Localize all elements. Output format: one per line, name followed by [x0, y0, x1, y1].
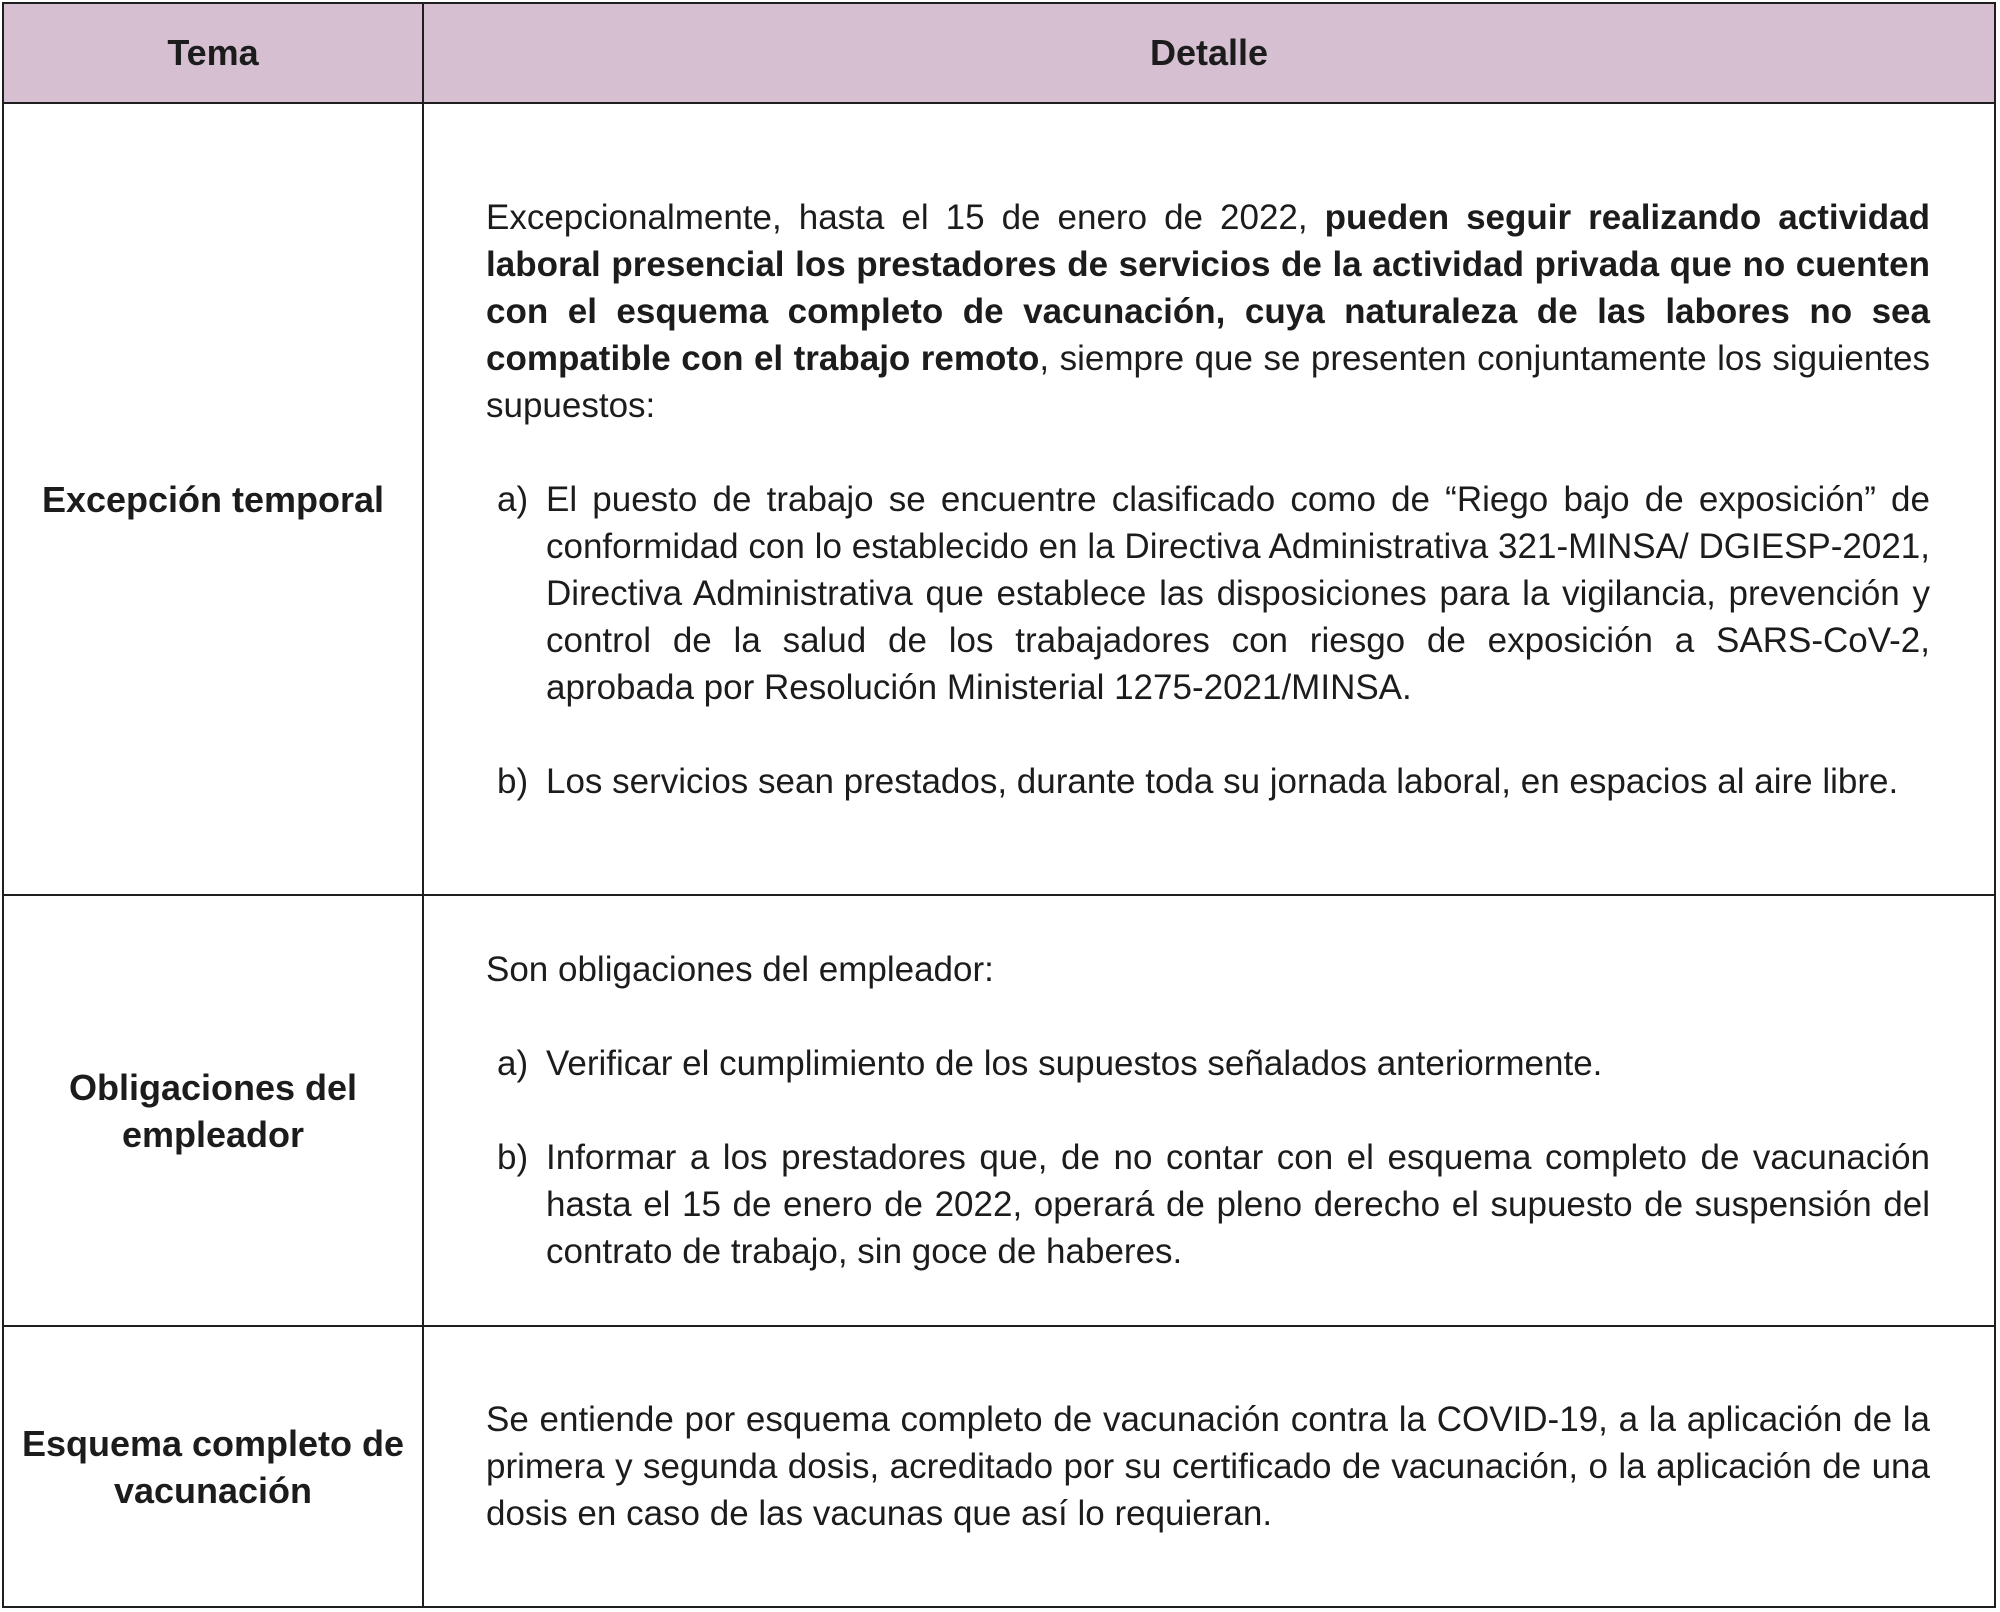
obligaciones-list	[486, 1040, 1930, 1275]
tema-obligaciones-empleador: Obligaciones del empleador	[3, 895, 423, 1326]
list-item-text: Verificar el cumplimiento de los supuestos señalados anteriormente.	[546, 1044, 1603, 1084]
list-item	[486, 1040, 1930, 1087]
list-marker: a)	[497, 1044, 529, 1084]
list-marker: a)	[497, 479, 529, 519]
list-item-text: Los servicios sean prestados, durante toda su jornada laboral, en espacios al aire libre.	[546, 761, 1899, 801]
list-item	[486, 1134, 1930, 1275]
detalle-excepcion-temporal	[423, 103, 1995, 895]
detalle-esquema-completo	[423, 1326, 1995, 1607]
header-detalle: Detalle	[423, 3, 1995, 103]
list-marker: b)	[497, 761, 529, 801]
tema-esquema-completo: Esquema completo de vacunación	[3, 1326, 423, 1607]
intro-paragraph	[486, 194, 1930, 429]
table-header-row	[3, 3, 1995, 103]
list-item	[486, 476, 1930, 711]
table-row	[3, 895, 1995, 1326]
intro-plain: Excepcionalmente, hasta el 15 de enero de 2022,	[486, 197, 1325, 237]
intro-end: , siempre que se presenten conjuntamente los siguientes supuestos:	[486, 338, 1930, 425]
supuestos-list	[486, 476, 1930, 805]
intro-bold: pueden seguir realizando actividad laboral presencial los prestadores de servicios de la actividad privada que no cuenten con el esquema completo de vacunación, cuya naturaleza de las labores no sea compatible con el trabajo remoto	[486, 197, 1930, 378]
detalle-obligaciones-empleador	[423, 895, 1995, 1326]
header-tema: Tema	[3, 3, 423, 103]
definition-paragraph: Se entiende por esquema completo de vacunación contra la COVID-19, a la aplicación de la primera y segunda dosis, acreditado por su certificado de vacunación, o la aplicación de una dosis en caso de las vacunas que así lo requieran.	[486, 1400, 1930, 1534]
tema-excepcion-temporal: Excepción temporal	[3, 103, 423, 895]
info-table	[2, 2, 1996, 1608]
list-item	[486, 758, 1930, 805]
table-row	[3, 103, 1995, 895]
list-item-text: Informar a los prestadores que, de no contar con el esquema completo de vacunación hasta el 15 de enero de 2022, operará de pleno derecho el supuesto de suspensión del contrato de trabajo, sin goce de haberes.	[546, 1138, 1930, 1272]
list-item-text: El puesto de trabajo se encuentre clasificado como de “Riego bajo de exposición” de conformidad con lo establecido en la Directiva Administrativa 321-MINSA/ DGIESP-2021, Directiva Administrativa que establece las disposiciones para la vigilancia, prevención y control de la salud de los trabajadores con riesgo de exposición a SARS-CoV-2, aprobada por Resolución Ministerial 1275-2021/MINSA.	[546, 479, 1930, 707]
list-marker: b)	[497, 1138, 529, 1178]
intro-paragraph: Son obligaciones del empleador:	[486, 950, 994, 990]
table-row	[3, 1326, 1995, 1607]
